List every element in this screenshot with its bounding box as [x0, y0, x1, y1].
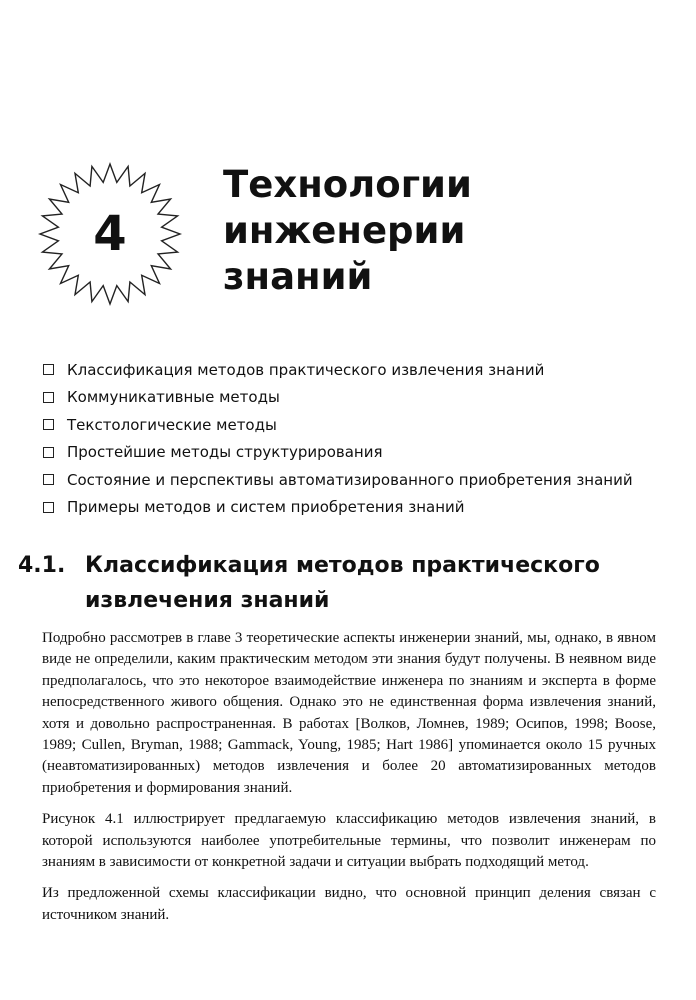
- paragraph: Из предложенной схемы классификации видно, что основной принцип деления связан с источником знаний.: [42, 885, 656, 923]
- contents-item: [43, 439, 633, 467]
- paragraph: Подробно рассмотрев в главе 3 теоретические аспекты инженерии знаний, мы, однако, в явном виде не определили, каким практическим методом эти знания будут получены. В неявном виде предполагалось, что это некоторое взаимодействие инженера по знаниям и эксперта в форме непосредственного живого общения. Однако это не единственная форма извлечения знаний, хотя и довольно распространенная. В работах [Волков, Ломнев, 1989; Осипов, 1998; Boose, 1989; Cullen, Bryman, 1988; Gammack, Young, 1985; Hart 1986] упоминается около 15 ручных (неавтоматизированных) методов извлечения и более 20 автоматизированных методов приобретения и формирования знаний.: [42, 630, 656, 796]
- contents-item-label: Примеры методов и систем приобретения знаний: [67, 498, 465, 517]
- chapter-title-line: знаний: [223, 255, 373, 298]
- chapter-title: [223, 162, 472, 300]
- section-title-line: извлечения знаний: [85, 588, 330, 613]
- contents-item: [43, 384, 633, 412]
- contents-item-label: Состояние и перспективы автоматизированного приобретения знаний: [67, 470, 633, 489]
- chapter-title-line: инженерии: [223, 209, 466, 252]
- contents-item: [43, 494, 633, 522]
- section-heading: [18, 548, 678, 618]
- paragraph: Рисунок 4.1 иллюстрирует предлагаемую классификацию методов извлечения знаний, в которой используются наиболее употребительные термины, что позволит инженерам по знаниям в зависимости от конкретной задачи и ситуации выбрать подходящий метод.: [42, 811, 656, 871]
- contents-item-label: Простейшие методы структурирования: [67, 443, 383, 462]
- checkbox-bullet-icon: [43, 419, 54, 430]
- checkbox-bullet-icon: [43, 392, 54, 403]
- chapter-contents-list: [43, 356, 633, 521]
- contents-item: [43, 356, 633, 384]
- checkbox-bullet-icon: [43, 447, 54, 458]
- contents-item: [43, 411, 633, 439]
- chapter-number: 4: [93, 206, 127, 262]
- contents-item-label: Классификация методов практического извлечения знаний: [67, 360, 545, 379]
- contents-item: [43, 466, 633, 494]
- contents-item-label: Текстологические методы: [67, 415, 277, 434]
- contents-item-label: Коммуникативные методы: [67, 388, 280, 407]
- section-title-line: Классификация методов практического: [85, 553, 600, 578]
- section-number: 4.1.: [18, 553, 66, 578]
- chapter-title-line: Технологии: [223, 163, 472, 206]
- checkbox-bullet-icon: [43, 502, 54, 513]
- body-text: [42, 628, 656, 936]
- checkbox-bullet-icon: [43, 364, 54, 375]
- checkbox-bullet-icon: [43, 474, 54, 485]
